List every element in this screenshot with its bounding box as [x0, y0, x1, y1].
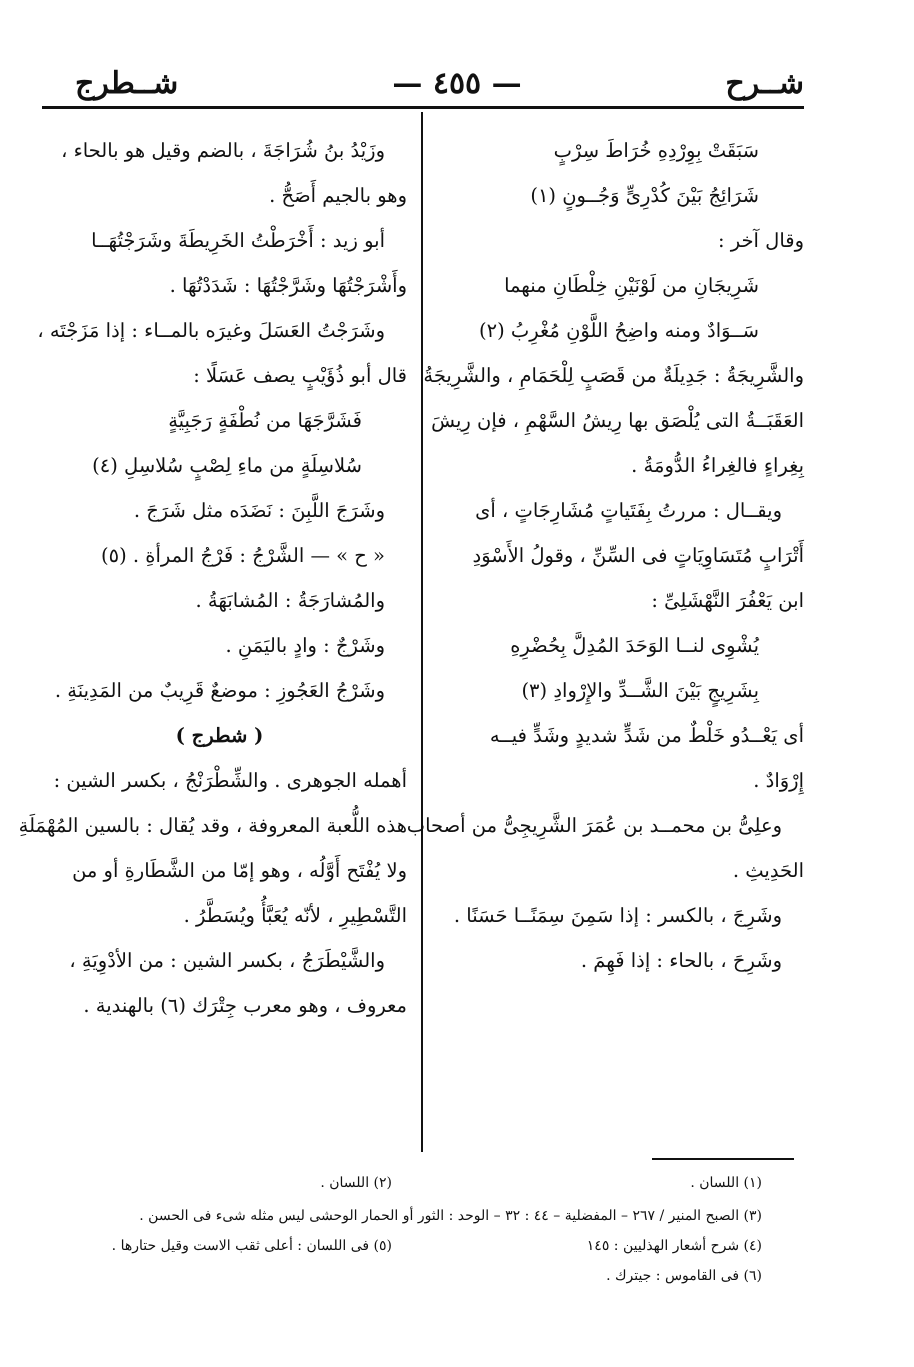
- text-line: إِرْوَادٌ .: [753, 769, 804, 792]
- verse-line: شَرَائِجُ بَيْنَ كُدْرِىٍّ وَجُــونٍ (١): [530, 184, 759, 207]
- column-divider: [421, 112, 423, 1152]
- text-line: معروف ، وهو معرب جِتْرَك (٦) بالهندية .: [83, 994, 407, 1017]
- text-line: وزَيْدُ بنُ شُرَاجَةَ ، بالضم وقيل هو بالحاء ،: [61, 139, 385, 162]
- text-line: العَقَبَــةُ التى يُلْصَق بها رِيشُ السَّهْمِ ، فإن رِيشَ: [431, 409, 804, 432]
- verse-line: يُشْوِى لنــا الوَحَدَ المُدِلَّ بِحُضْرِهِ: [510, 634, 759, 657]
- text-line: وقال آخر :: [717, 229, 804, 252]
- left-column: [18, 128, 407, 1028]
- footnote-6: (٦) فى القاموس : جيترك .: [606, 1268, 762, 1284]
- footnote-2: (٢) اللسان .: [320, 1175, 392, 1191]
- verse-line: سَــوَادٌ ومنه واضِحُ اللَّوْنِ مُغْرِبُ (٢): [479, 319, 759, 342]
- right-column: [406, 128, 804, 983]
- text-line: وشَرَجَ اللَّبِنَ : نَضَدَه مثل شَرَجَ .: [133, 499, 385, 522]
- footnote-rule: [652, 1158, 794, 1160]
- verse-line: شَرِيجَانِ من لَوْنَيْنِ خِلْطَانِ منهما: [504, 274, 759, 297]
- text-line: أى يَعْــدُو خَلْطٌ من شَدٍّ شديدٍ وشَدٍّ فيــه: [489, 724, 804, 747]
- text-line: وشَرِجَ ، بالكسر : إذا سَمِنَ سِمَنًــا حَسَنًا .: [453, 904, 782, 927]
- text-line: والشَّرِيجَةُ : جَدِيلَةٌ من قَصَبٍ لِلْحَمَامِ ، والشَّرِيجَةُ: [423, 364, 804, 387]
- text-line: أَتْرَابٍ مُتَسَاوِيَاتٍ فى السِّنِّ ، وقولُ الأَسْوَدِ: [472, 544, 804, 567]
- footnote-5: (٥) فى اللسان : أعلى ثقب الاست وقيل حتارها .: [111, 1238, 392, 1254]
- text-line: وأَشْرَجْتُهَا وشَرَّجْتُهَا : شَدَدْتُهَا .: [169, 274, 407, 297]
- text-line: وشَرَجْتُ العَسَلَ وغيرَه بالمــاء : إذا مَزَجْتَه ،: [37, 319, 385, 342]
- verse-line: فَشَرَّجَهَا من نُطْفَةٍ رَجَبِيَّةٍ: [168, 409, 362, 432]
- text-line: الحَدِيثِ .: [732, 859, 804, 882]
- text-line: ابن يَعْفُرَ النَّهْشَلِىِّ :: [651, 589, 804, 612]
- text-line: والشَّيْطَرَجُ ، بكسر الشين : من الأدْوِيَةِ ،: [69, 949, 385, 972]
- text-line: « ح » — الشَّرْجُ : فَرْجُ المرأةِ . (٥): [100, 544, 385, 567]
- text-line: وعلِىُّ بن محمــد بن عُمَرَ الشَّرِيجِىُّ من أصحاب: [406, 814, 782, 837]
- text-line: والمُشارَجَةُ : المُشابَهَةُ .: [195, 589, 385, 612]
- text-line: قال أبو ذُؤَيْبٍ يصف عَسَلًا :: [193, 364, 407, 387]
- footnote-4: (٤) شرح أشعار الهذليين : ١٤٥: [586, 1238, 762, 1254]
- text-line: ويقــال : مررتُ بِفَتَياتٍ مُشَارِجَاتٍ ، أى: [475, 499, 782, 522]
- footnote-3: (٣) الصبح المنير / ٢٦٧ – المفضلية – ٤٤ : ٣٢ – الوحد : الثور أو الحمار الوحشى ليس مثله شىء فى الحسن .: [139, 1208, 762, 1224]
- text-line: ولا يُفْتَح أَوَّلُه ، وهو إمّا من الشَّطَارةِ أو من: [72, 859, 407, 882]
- header-rule: [42, 106, 804, 109]
- entry-heading: ( شطرج ): [175, 724, 264, 747]
- text-line: وشَرِحَ ، بالحاء : إذا فَهِمَ .: [580, 949, 782, 972]
- text-line: التَّسْطِيرِ ، لأنّه يُعَبَّأُ ويُسَطَّرُ .: [183, 904, 407, 927]
- text-line: أهمله الجوهرى . والشِّطْرَنْجُ ، بكسر الشين :: [53, 769, 407, 792]
- text-line: بِغِراءٍ فالغِراءُ الدُّومَةُ .: [631, 454, 804, 477]
- verse-line: سَبَقَتْ بِوِرْدِهِ خُرَاطَ سِرْبٍ: [553, 139, 759, 162]
- header-root-left: شــطرج: [75, 66, 179, 101]
- text-line: وشَرْجٌ : وادٍ باليَمَنِ .: [225, 634, 385, 657]
- page-number: — ٤٥٥ —: [392, 66, 522, 101]
- text-line: أبو زيد : أَخْرَطْتُ الخَرِيطَةَ وشَرَجْتُهَــا: [91, 229, 385, 252]
- text-line: هذه اللُّعبة المعروفة ، وقد يُقال : بالسين المُهْمَلَةِ: [18, 814, 407, 837]
- text-line: وهو بالجيم أَصَحُّ .: [269, 184, 407, 207]
- header-root-right: شــرح: [725, 66, 804, 101]
- text-line: وشَرْجُ العَجُوزِ : موضعٌ قَرِيبٌ من المَدِينَةِ .: [54, 679, 385, 702]
- verse-line: سُلاسِلَةٍ من ماءِ لِصْبٍ سُلاسِلِ (٤): [92, 454, 362, 477]
- footnote-1: (١) اللسان .: [690, 1175, 762, 1191]
- verse-line: بِشَرِيجٍ بَيْنَ الشَّــدِّ والإِرْوادِ (٣): [521, 679, 759, 702]
